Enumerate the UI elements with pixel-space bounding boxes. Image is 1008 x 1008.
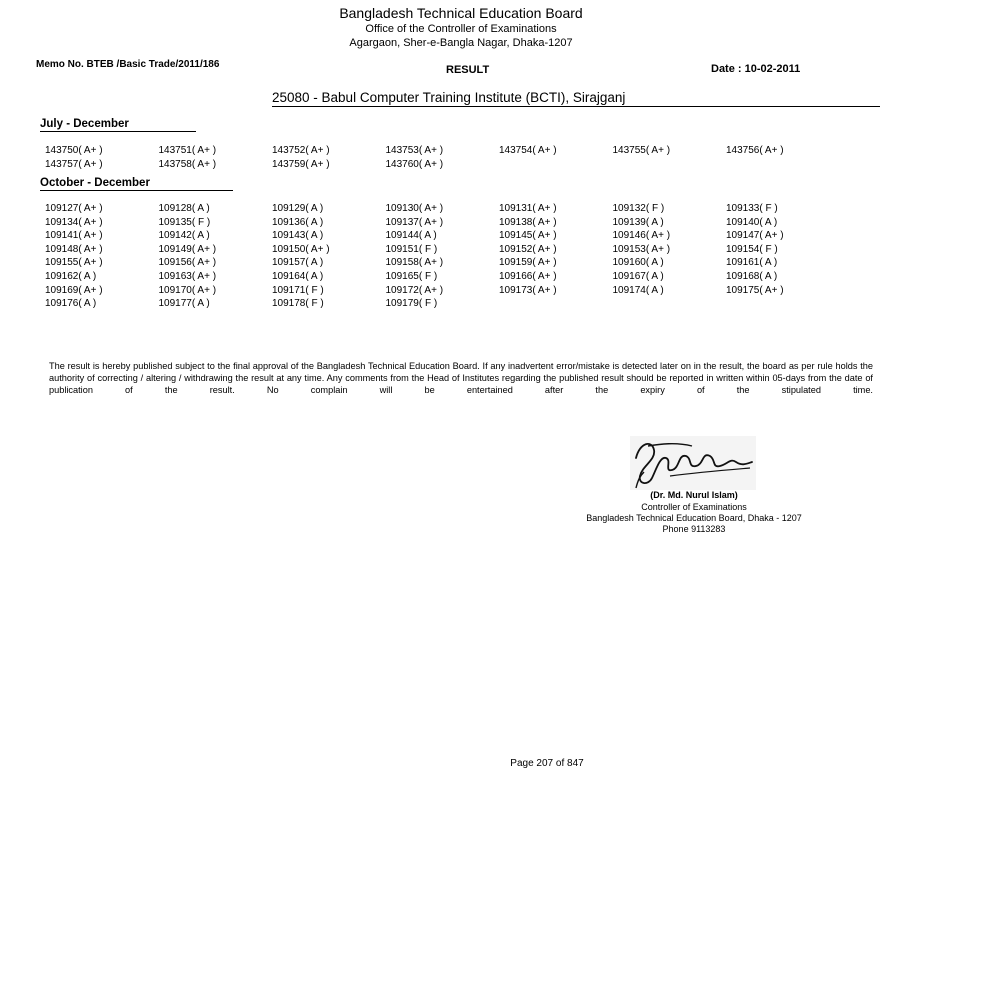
result-entry: 143751( A+ )	[158, 145, 217, 156]
result-entry: 109128( A )	[158, 203, 210, 214]
memo-number: Memo No. BTEB /Basic Trade/2011/186	[36, 59, 220, 70]
result-entry: 143754( A+ )	[499, 145, 557, 156]
result-entry: 109134( A+ )	[45, 216, 103, 228]
section-title-october-december: October - December	[40, 177, 233, 191]
result-entry: 109148( A+ )	[45, 243, 103, 255]
result-grid-october-december	[45, 202, 840, 311]
result-entry: 109172( A+ )	[385, 284, 444, 296]
signatory-organization: Bangladesh Technical Education Board, Dhaka - 1207	[586, 513, 802, 523]
result-entry: 109154( F )	[726, 243, 778, 255]
result-entry: 109158( A+ )	[385, 257, 444, 269]
result-entry: 109133( F )	[726, 203, 778, 214]
result-entry: 109132( F )	[612, 203, 665, 214]
result-entry: 109135( F )	[158, 216, 211, 228]
result-entry: 109131( A+ )	[499, 203, 557, 214]
result-entry: 143755( A+ )	[612, 145, 671, 156]
section-title-july-december: July - December	[40, 118, 196, 132]
page-number: Page 207 of 847	[510, 758, 584, 769]
result-entry: 109146( A+ )	[612, 230, 671, 242]
result-entry: 109149( A+ )	[158, 243, 217, 255]
result-entry: 109150( A+ )	[272, 243, 330, 255]
result-entry: 109141( A+ )	[45, 230, 103, 242]
result-entry: 109173( A+ )	[499, 284, 557, 296]
signatory-name: (Dr. Md. Nurul Islam)	[650, 490, 738, 500]
result-entry: 109138( A+ )	[499, 216, 557, 228]
result-entry: 109129( A )	[272, 203, 324, 214]
result-entry: 109159( A+ )	[499, 257, 557, 269]
result-entry: 143752( A+ )	[272, 145, 330, 156]
result-entry: 143757( A+ )	[45, 158, 103, 170]
disclaimer-notice: The result is hereby published subject to the final approval of the Bangladesh Technical Education Board. If any inadvertent error/mistake is detected later on in the result, the board as per rule holds the authority of correcting / altering / withdrawing the result at any time. Any comments from the Head of Institutes regarding the published result should be reported in written within 05-days from the date of publication of the result. No complain will be entertained after the expiry of the stipulated time.	[49, 361, 873, 395]
result-entry: 109166( A+ )	[499, 270, 557, 282]
result-entry: 109175( A+ )	[726, 284, 784, 296]
result-entry: 109162( A )	[45, 270, 97, 282]
result-entry: 109153( A+ )	[612, 243, 671, 255]
result-heading: RESULT	[446, 64, 490, 76]
result-entry: 109179( F )	[385, 298, 438, 310]
result-entry: 143759( A+ )	[272, 158, 330, 170]
result-entry: 143756( A+ )	[726, 145, 784, 156]
result-entry: 143758( A+ )	[158, 158, 217, 170]
result-entry: 109137( A+ )	[385, 216, 444, 228]
result-entry: 109161( A )	[726, 257, 778, 269]
result-entry: 109174( A )	[612, 284, 664, 296]
result-entry: 109160( A )	[612, 257, 664, 269]
result-entry: 109165( F )	[385, 270, 438, 282]
result-entry: 109177( A )	[158, 298, 210, 310]
result-entry: 109176( A )	[45, 298, 97, 310]
result-entry: 109169( A+ )	[45, 284, 103, 296]
result-entry: 109157( A )	[272, 257, 324, 269]
result-entry: 143750( A+ )	[45, 145, 103, 156]
result-entry: 109142( A )	[158, 230, 210, 242]
office-address: Agargaon, Sher-e-Bangla Nagar, Dhaka-1207	[349, 37, 573, 49]
signatory-title: Controller of Examinations	[641, 502, 747, 512]
result-entry: 109139( A )	[612, 216, 664, 228]
result-entry: 109164( A )	[272, 270, 324, 282]
result-entry: 143753( A+ )	[385, 145, 444, 156]
result-entry: 109143( A )	[272, 230, 324, 242]
result-entry: 109136( A )	[272, 216, 324, 228]
result-entry: 109170( A+ )	[158, 284, 217, 296]
result-entry: 109140( A )	[726, 216, 778, 228]
signatory-phone: Phone 9113283	[662, 524, 726, 534]
result-entry: 109151( F )	[385, 243, 438, 255]
publication-date: Date : 10-02-2011	[711, 63, 801, 75]
result-entry: 109145( A+ )	[499, 230, 557, 242]
result-entry: 109167( A )	[612, 270, 664, 282]
result-entry: 109155( A+ )	[45, 257, 103, 269]
result-grid-july-december	[45, 144, 840, 171]
result-entry: 109144( A )	[385, 230, 437, 242]
signature-image	[630, 436, 756, 495]
office-name: Office of the Controller of Examinations	[365, 23, 557, 35]
institute-name: 25080 - Babul Computer Training Institute (BCTI), Sirajganj	[272, 90, 880, 107]
result-entry: 109147( A+ )	[726, 230, 784, 242]
result-entry: 109171( F )	[272, 284, 324, 296]
result-entry: 109163( A+ )	[158, 270, 217, 282]
result-entry: 109168( A )	[726, 270, 778, 282]
board-name: Bangladesh Technical Education Board	[339, 5, 583, 21]
result-entry: 143760( A+ )	[385, 158, 444, 170]
result-entry: 109152( A+ )	[499, 243, 557, 255]
result-entry: 109130( A+ )	[385, 203, 444, 214]
result-entry: 109127( A+ )	[45, 203, 103, 214]
result-entry: 109156( A+ )	[158, 257, 217, 269]
result-entry: 109178( F )	[272, 298, 324, 310]
